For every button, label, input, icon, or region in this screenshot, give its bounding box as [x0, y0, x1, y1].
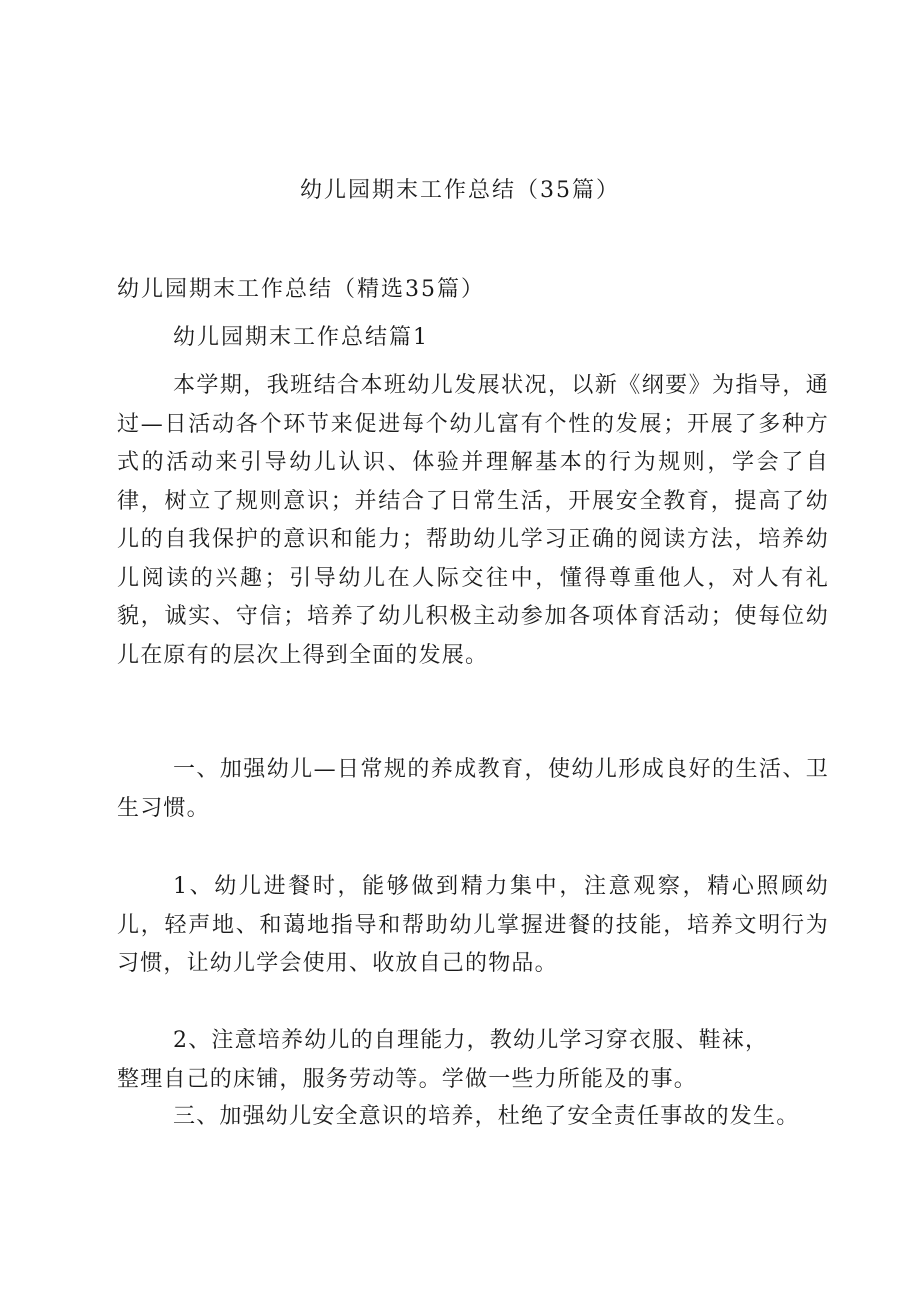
paragraph-item-one: 一、加强幼儿—日常规的养成教育，使幼儿形成良好的生活、卫生习惯。 [117, 757, 829, 821]
paragraph-item-safety: 三、加强幼儿安全意识的培养，杜绝了安全责任事故的发生。 [173, 1104, 800, 1129]
paragraph-intro: 本学期，我班结合本班幼儿发展状况，以新《纲要》为指导，通过—日活动各个环节来促进每个幼儿富有个性的发展；开展了多种方式的活动来引导幼儿认识、体验并理解基本的行为规则，学会了自律，树立了规则意识；并结合了日常生活，开展安全教育，提高了幼儿的自我保护的意识和能力；帮助幼儿学习正确的阅读方法，培养幼儿阅读的兴趣；引导幼儿在人际交往中，懂得尊重他人，对人有礼貌，诚实、守信；培养了幼儿积极主动参加各项体育活动；使每位幼儿在原有的层次上得到全面的发展。 [117, 373, 829, 668]
document-title: 幼儿园期末工作总结（35篇） [300, 178, 620, 203]
section-heading: 幼儿园期末工作总结篇1 [173, 325, 429, 350]
paragraph-item-selfcare-line2: 整理自己的床铺，服务劳动等。学做一些力所能及的事。 [117, 1066, 698, 1092]
paragraph-item-selfcare [117, 1022, 829, 1099]
paragraph-item-selfcare-line1: 2、注意培养幼儿的自理能力，教幼儿学习穿衣服、鞋袜， [173, 1028, 769, 1053]
document-subtitle: 幼儿园期末工作总结（精选35篇） [117, 277, 485, 302]
paragraph-item-meal: 1、幼儿进餐时，能够做到精力集中，注意观察，精心照顾幼儿，轻声地、和蔼地指导和帮助幼儿掌握进餐的技能，培养文明行为习惯，让幼儿学会使用、收放自己的物品。 [117, 874, 829, 976]
